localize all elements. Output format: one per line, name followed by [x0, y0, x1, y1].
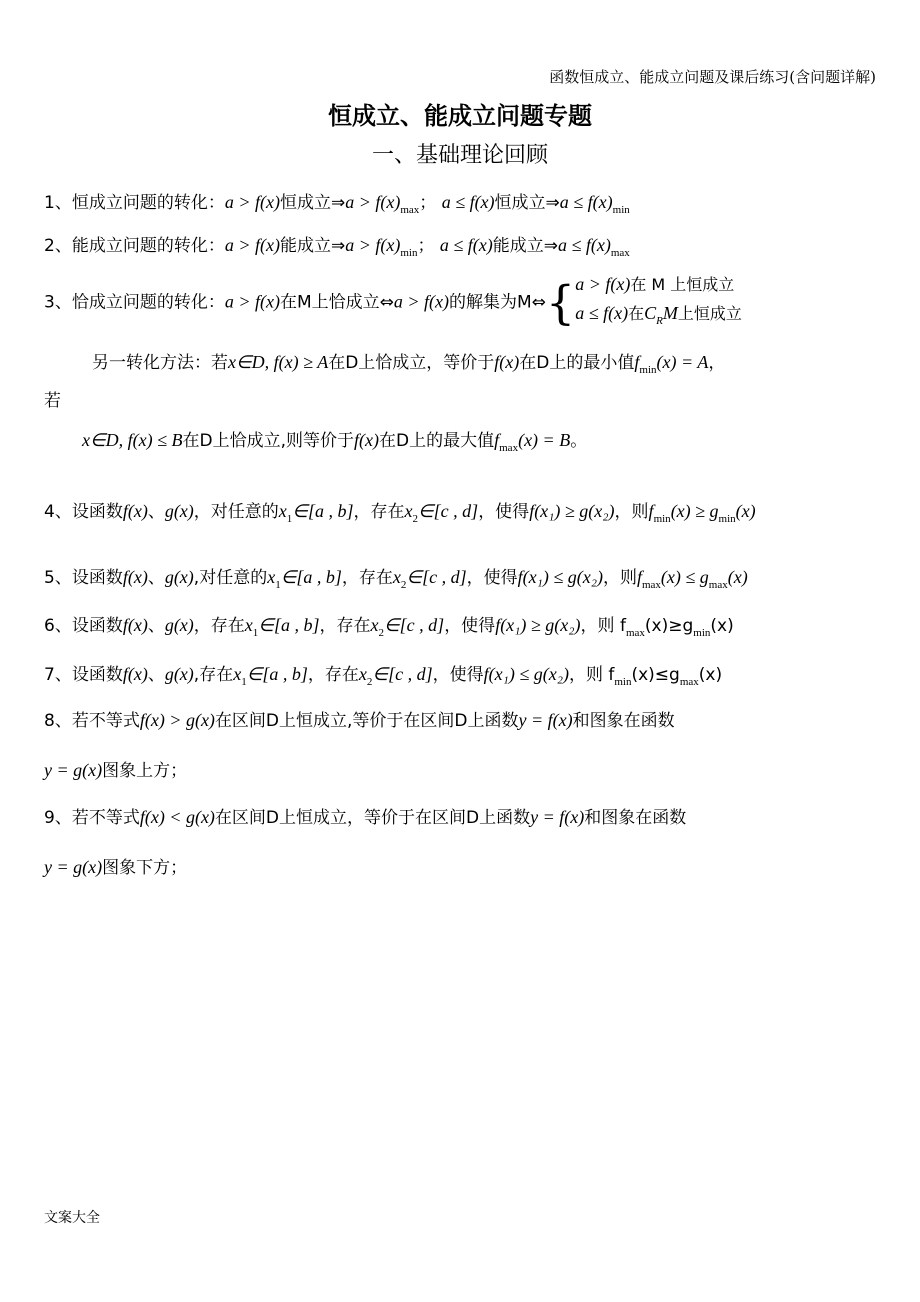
formula: g(x)	[164, 615, 194, 635]
formula: g(x)	[164, 501, 194, 521]
text: (x)≤g	[631, 665, 680, 685]
text: ,存在	[193, 665, 234, 685]
text: 恒成立⇒	[494, 193, 560, 213]
text: 在区间D上恒成立，等价于在区间D上函数	[214, 808, 531, 828]
formula: x	[278, 501, 287, 521]
formula: x	[404, 501, 413, 521]
text: 在D上的最大值	[379, 431, 495, 451]
formula: f(x₁) ≥ g(x₂)	[529, 501, 615, 521]
formula: a ≤ f(x)	[557, 235, 611, 255]
text: 在 M 上恒成立	[630, 275, 735, 294]
text: 另一转化方法：若	[92, 353, 228, 373]
text: 在区间D上恒成立,等价于在区间D上函数	[214, 711, 519, 731]
formula: f(x)	[122, 664, 148, 684]
text-line	[82, 426, 587, 454]
formula: a > f(x)	[224, 291, 280, 312]
text: 、	[147, 502, 165, 522]
subscript: max	[625, 627, 645, 639]
text-line	[44, 803, 686, 828]
text: 6、设函数	[44, 616, 123, 636]
subscript: max	[400, 204, 420, 216]
subscript: min	[639, 364, 657, 376]
text-line	[44, 611, 734, 639]
formula: x	[267, 567, 276, 587]
subscript: 2	[366, 676, 373, 688]
subscript: min	[612, 204, 630, 216]
subscript: 1	[252, 627, 259, 639]
formula: M	[662, 303, 678, 323]
formula: a ≤ f(x)	[439, 235, 493, 255]
subscript: 1	[286, 513, 293, 525]
formula: f	[494, 430, 500, 450]
text-line	[44, 756, 187, 781]
formula: ∈[c , d]	[372, 664, 433, 684]
subscript: min	[693, 627, 711, 639]
formula: y = f(x)	[518, 710, 573, 730]
formula: x	[358, 664, 367, 684]
formula: ∈[c , d]	[418, 501, 479, 521]
text: ，存在	[353, 502, 405, 522]
text: ；	[417, 236, 440, 256]
text: 上恒成立	[677, 304, 742, 323]
formula: f(x₁) ≤ g(x₂)	[517, 567, 603, 587]
text-line	[44, 563, 748, 591]
text: ，存在	[341, 568, 393, 588]
text: 8、若不等式	[44, 711, 140, 731]
formula: a > f(x)	[224, 192, 280, 212]
text: 在D上恰成立,则等价于	[182, 431, 355, 451]
formula: C	[644, 303, 657, 323]
text-line	[44, 706, 675, 731]
formula: f(x)	[494, 352, 520, 372]
text-line	[44, 853, 187, 878]
subscript: min	[400, 247, 418, 259]
item-3-label: 3、恰成立问题的转化：	[44, 292, 225, 313]
formula: f	[648, 501, 654, 521]
subscript: 1	[241, 676, 247, 688]
text: 4、设函数	[44, 502, 123, 522]
text: ；	[419, 193, 442, 213]
formula: f(x)	[122, 501, 148, 521]
left-brace: {	[545, 275, 576, 330]
text: 在D上恰成立，等价于	[328, 353, 495, 373]
formula: ∈[a , b]	[280, 567, 342, 587]
formula: f(x₁) ≥ g(x₂)	[495, 615, 581, 635]
formula: x∈D, f(x) ≥ A	[228, 352, 329, 372]
text: ，使得	[432, 665, 484, 685]
formula: x	[370, 615, 379, 635]
formula: a > f(x)	[224, 235, 280, 255]
text-line	[92, 348, 725, 376]
formula: a ≤ f(x)	[441, 192, 495, 212]
text: (x)	[698, 665, 723, 685]
formula: g(x)	[164, 664, 194, 684]
subscript: 1	[275, 579, 281, 591]
formula: ∈[a , b]	[258, 615, 320, 635]
text: 若	[44, 391, 61, 411]
formula: a > f(x)	[575, 274, 631, 294]
formula: x	[233, 664, 242, 684]
text-line	[44, 386, 61, 411]
text: ，	[708, 353, 726, 373]
formula: (x)	[727, 567, 748, 587]
subscript: R	[656, 315, 663, 327]
formula: x	[244, 615, 253, 635]
text: 的解集为M⇔	[449, 292, 546, 313]
subscript: max	[708, 579, 728, 591]
text: ，使得	[466, 568, 518, 588]
formula: y = f(x)	[530, 807, 585, 827]
subscript: 2	[378, 627, 384, 639]
text: 、	[147, 568, 165, 588]
formula: x	[392, 567, 401, 587]
formula: a ≤ f(x)	[559, 192, 613, 212]
text: ，存在	[193, 616, 245, 636]
text: 能成立⇒	[492, 236, 558, 256]
formula: ∈[c , d]	[406, 567, 467, 587]
formula: f(x)	[354, 430, 380, 450]
text: 在	[628, 304, 645, 323]
formula: ∈[a , b]	[292, 501, 354, 521]
text: 。	[570, 431, 588, 451]
subscript: max	[641, 579, 661, 591]
section-heading: 一、基础理论回顾	[371, 143, 548, 168]
formula: a > f(x)	[345, 192, 401, 212]
running-header: 函数恒成立、能成立问题及课后练习(含问题详解)	[549, 68, 876, 86]
formula: y = g(x)	[44, 760, 103, 780]
subscript: max	[610, 247, 630, 259]
formula: ∈[a , b]	[246, 664, 308, 684]
formula: a ≤ f(x)	[575, 303, 629, 323]
formula: (x) = B	[518, 430, 571, 450]
case-2	[575, 299, 742, 335]
formula: f(x) > g(x)	[139, 710, 215, 730]
text: 2、能成立问题的转化：	[44, 236, 225, 256]
subscript: max	[499, 442, 519, 454]
text: ,对任意的	[193, 568, 268, 588]
text: ，使得	[444, 616, 496, 636]
subscript: min	[614, 676, 632, 688]
text-line	[44, 660, 722, 688]
formula: (x) ≤ g	[660, 567, 709, 587]
subscript: min	[718, 513, 736, 525]
formula: (x) = A	[656, 352, 709, 372]
formula: (x) ≥ g	[670, 501, 719, 521]
formula: a > f(x)	[345, 235, 401, 255]
formula: f(x₁) ≤ g(x₂)	[483, 664, 569, 684]
text-line	[44, 497, 756, 525]
text: 5、设函数	[44, 568, 123, 588]
subscript: 2	[412, 513, 418, 525]
formula: y = g(x)	[44, 857, 103, 877]
text: ，则	[602, 568, 637, 588]
formula: g(x)	[164, 567, 194, 587]
item-3	[44, 270, 742, 335]
text: ，使得	[478, 502, 530, 522]
text: 图象下方；	[102, 858, 188, 878]
formula: f(x)	[122, 567, 148, 587]
text: ，存在	[307, 665, 359, 685]
text: ，存在	[319, 616, 371, 636]
text: (x)≥g	[644, 616, 694, 636]
text-line	[44, 231, 630, 259]
text: 、	[147, 665, 165, 685]
text: (x)	[710, 616, 734, 636]
text: 图象上方；	[102, 761, 188, 781]
text: 在D上的最小值	[519, 353, 635, 373]
subscript: min	[653, 513, 671, 525]
text: 和图象在函数	[572, 711, 675, 731]
formula: x∈D, f(x) ≤ B	[82, 430, 183, 450]
subscript: 2	[400, 579, 407, 591]
text: ，则	[614, 502, 649, 522]
case-list	[575, 270, 742, 335]
formula: f	[634, 352, 640, 372]
text: 和图象在函数	[584, 808, 687, 828]
text: 、	[147, 616, 165, 636]
text: 1、恒成立问题的转化：	[44, 193, 225, 213]
formula: f(x) < g(x)	[139, 807, 215, 827]
text: 恒成立⇒	[279, 193, 346, 213]
text: ，则 f	[580, 616, 626, 636]
page-title: 恒成立、能成立问题专题	[328, 102, 592, 130]
case-1	[575, 270, 742, 299]
formula: ∈[c , d]	[384, 615, 445, 635]
text: ，对任意的	[193, 502, 279, 522]
formula: f	[636, 567, 642, 587]
formula: (x)	[735, 501, 756, 521]
text: 能成立⇒	[279, 236, 346, 256]
formula: f(x)	[122, 615, 148, 635]
formula: a > f(x)	[393, 291, 449, 312]
text: ，则 f	[568, 665, 615, 685]
text-line	[44, 188, 630, 216]
text: 9、若不等式	[44, 808, 140, 828]
footer-text: 文案大全	[44, 1210, 100, 1226]
text: 在M上恰成立⇔	[279, 292, 394, 313]
subscript: max	[679, 676, 699, 688]
text: 7、设函数	[44, 665, 123, 685]
